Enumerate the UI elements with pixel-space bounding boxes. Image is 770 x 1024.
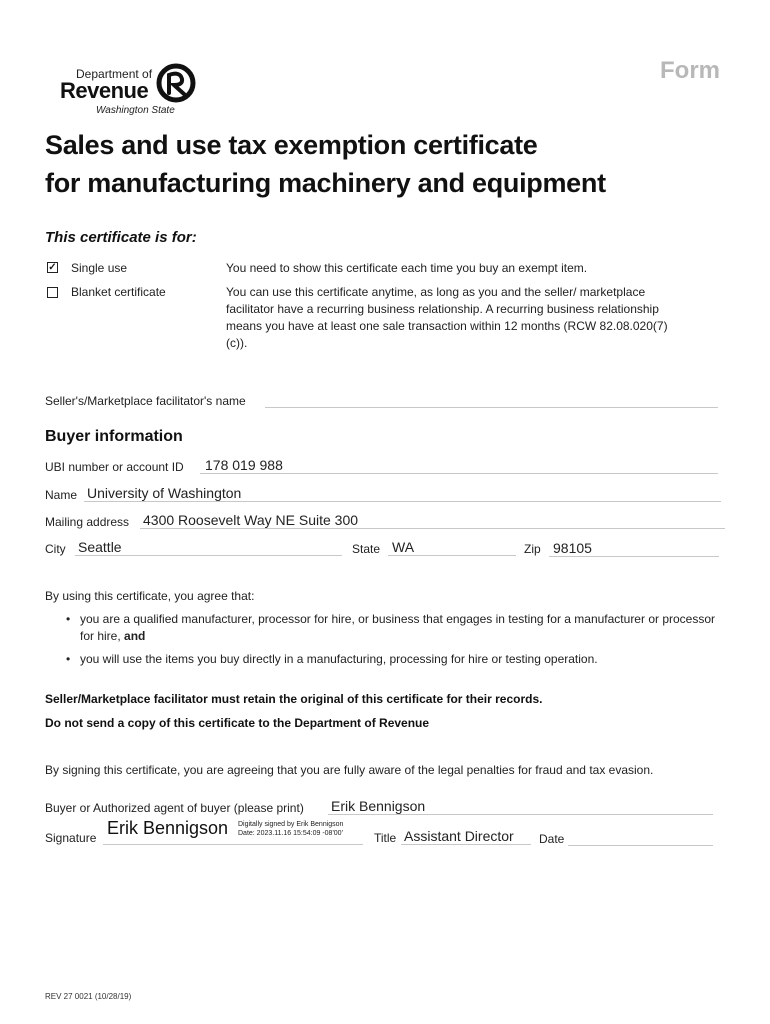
name-value: University of Washington — [87, 485, 242, 501]
seller-name-field[interactable] — [265, 391, 718, 408]
bullet-glyph: • — [66, 652, 71, 666]
ubi-label: UBI number or account ID — [45, 460, 184, 474]
signature-name: Erik Bennigson — [107, 818, 229, 838]
city-label: City — [45, 542, 66, 556]
digital-signature-line-2: Date: 2023.11.16 15:54:09 -08'00' — [238, 830, 343, 837]
revenue-logo-icon — [156, 63, 196, 103]
state-field[interactable] — [388, 539, 516, 556]
retain-notice: Seller/Marketplace facilitator must retain the original of this certificate for their records. — [45, 692, 543, 706]
signature-label: Signature — [45, 831, 97, 845]
ubi-value: 178 019 988 — [205, 457, 283, 473]
title-field[interactable] — [401, 828, 531, 845]
zip-field[interactable] — [549, 540, 719, 557]
agreement-bullet-1-text: you are a qualified manufacturer, processor for hire, or business that engages in testing for a manufacturer or processor for hire, — [80, 612, 716, 643]
bullet-glyph: • — [66, 612, 71, 626]
single-use-description: You need to show this certificate each time you buy an exempt item. — [226, 261, 588, 275]
state-label: State — [352, 542, 381, 556]
certificate-for-heading: This certificate is for: — [45, 229, 197, 246]
blanket-certificate-label: Blanket certificate — [71, 285, 166, 299]
state-value: WA — [392, 539, 415, 555]
form-label: Form — [660, 57, 720, 84]
date-label: Date — [539, 832, 565, 846]
title-label: Title — [374, 831, 397, 845]
do-not-send-notice: Do not send a copy of this certificate to the Department of Revenue — [45, 716, 430, 730]
logo-state-text: Washington State — [96, 105, 175, 116]
logo-revenue-text: Revenue — [60, 78, 149, 103]
agreement-bullet-1-and: and — [124, 629, 146, 643]
mailing-address-field[interactable] — [140, 512, 725, 529]
digital-signature-line-1: Digitally signed by Erik Bennigson — [238, 821, 344, 828]
form-code: REV 27 0021 (10/28/19) — [45, 992, 132, 1001]
single-use-checkbox[interactable]: ✓ — [48, 262, 57, 273]
zip-label: Zip — [524, 542, 541, 556]
zip-value: 98105 — [553, 540, 592, 556]
name-field[interactable] — [84, 485, 721, 502]
blanket-certificate-description: You can use this certificate anytime, as long as you and the seller/ marketplace facilitator have a recurring business relationship. A recurring business relationship means you have at least one sale transaction within 12 months (RCW 82.08.020(7)(c)). — [226, 285, 668, 350]
mailing-address-label: Mailing address — [45, 515, 130, 529]
title-line-1: Sales and use tax exemption certificate — [45, 130, 538, 160]
city-value: Seattle — [78, 539, 122, 555]
seller-name-label: Seller's/Marketplace facilitator's name — [45, 394, 246, 408]
mailing-address-value: 4300 Roosevelt Way NE Suite 300 — [143, 512, 359, 528]
title-line-2: for manufacturing machinery and equipment — [45, 168, 606, 198]
single-use-label: Single use — [71, 261, 128, 275]
agent-label: Buyer or Authorized agent of buyer (please print) — [45, 801, 304, 815]
agreement-bullet-1 — [80, 611, 720, 645]
agent-name-field[interactable] — [328, 798, 713, 815]
page-title — [45, 126, 606, 202]
signing-statement: By signing this certificate, you are agreeing that you are fully aware of the legal penalties for fraud and tax evasion. — [45, 763, 654, 777]
ubi-field[interactable] — [200, 457, 718, 474]
city-field[interactable] — [75, 539, 342, 556]
logo-department-text: Department of — [76, 67, 153, 81]
agreement-bullet-2: you will use the items you buy directly in a manufacturing, processing for hire or testing operation. — [80, 652, 598, 666]
blanket-certificate-checkbox[interactable] — [47, 287, 58, 298]
agreement-intro: By using this certificate, you agree that: — [45, 589, 255, 603]
agent-name-value: Erik Bennigson — [331, 798, 426, 814]
date-field[interactable] — [568, 829, 713, 846]
buyer-information-heading: Buyer information — [45, 428, 183, 445]
name-label: Name — [45, 488, 78, 502]
title-value: Assistant Director — [404, 828, 514, 844]
